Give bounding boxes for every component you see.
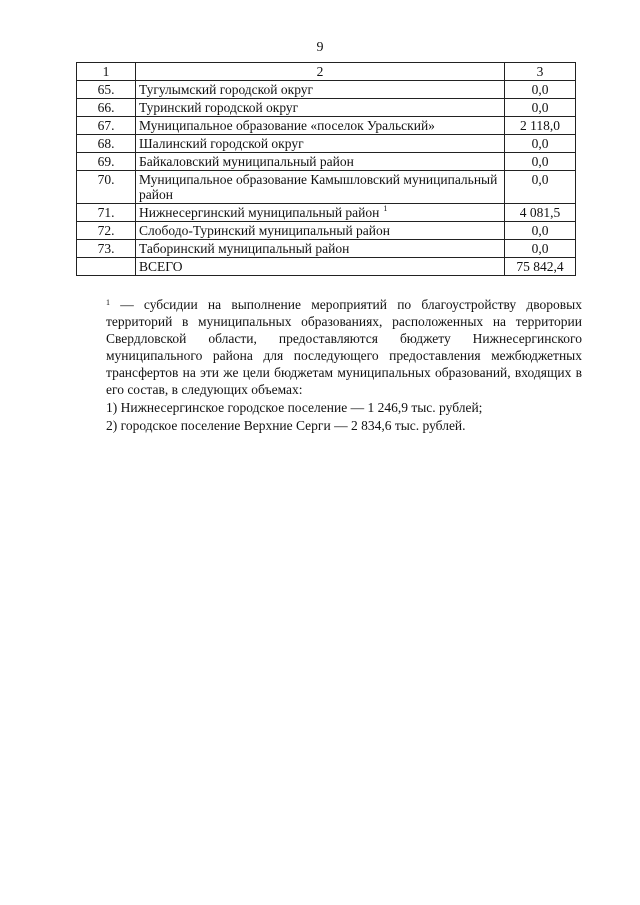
row-number xyxy=(77,258,136,276)
municipality-name xyxy=(136,117,505,135)
table-header-row xyxy=(77,63,576,81)
amount-value: 0,0 xyxy=(505,171,576,204)
row-number: 70. xyxy=(77,171,136,204)
municipality-name-text: Шалинский городской округ xyxy=(139,136,304,151)
municipality-name xyxy=(136,99,505,117)
municipality-name xyxy=(136,81,505,99)
municipality-name xyxy=(136,258,505,276)
table-row xyxy=(77,135,576,153)
municipality-name xyxy=(136,171,505,204)
amount-value: 0,0 xyxy=(505,240,576,258)
amount-value: 2 118,0 xyxy=(505,117,576,135)
municipality-name-text: Нижнесергинский муниципальный район xyxy=(139,205,380,220)
footnote-reference: 1 xyxy=(383,204,388,213)
table-row xyxy=(77,240,576,258)
municipality-name xyxy=(136,135,505,153)
footnote-mark: 1 xyxy=(106,298,110,307)
municipality-name-text: Тугулымский городской округ xyxy=(139,82,314,97)
municipality-name xyxy=(136,204,505,222)
row-number: 72. xyxy=(77,222,136,240)
footnote xyxy=(76,296,582,435)
footnote-text: — субсидии на выполнение мероприятий по благоустройству дворовых территорий в муниципальных образованиях, расположенных на территории Свердловской области, предоставляются бюджету Нижнесергинского муниципального района для последующего предоставления межбюджетных трансфертов на эти же цели бюджетам муниципальных образований, входящих в его состав, в следующих объемах: xyxy=(106,297,582,397)
page-number: 9 xyxy=(316,40,324,55)
amount-value: 0,0 xyxy=(505,153,576,171)
amount-value: 75 842,4 xyxy=(505,258,576,276)
table-row xyxy=(77,222,576,240)
row-number: 67. xyxy=(77,117,136,135)
municipality-name-text: Муниципальное образование Камышловский муниципальный район xyxy=(139,172,498,202)
table-row xyxy=(77,171,576,204)
subsidy-table xyxy=(76,62,576,276)
header-cell-2: 2 xyxy=(136,63,505,81)
row-number: 65. xyxy=(77,81,136,99)
municipality-name xyxy=(136,153,505,171)
table-total-row xyxy=(77,258,576,276)
table-row xyxy=(77,204,576,222)
table-row xyxy=(77,81,576,99)
municipality-name-text: Таборинский муниципальный район xyxy=(139,241,350,256)
municipality-name-text: Слободо-Туринский муниципальный район xyxy=(139,223,390,238)
footnote-item: 1) Нижнесергинское городское поселение — 1 246,9 тыс. рублей; xyxy=(106,400,483,415)
municipality-name-text: Муниципальное образование «поселок Уральский» xyxy=(139,118,435,133)
table-row xyxy=(77,99,576,117)
header-cell-3: 3 xyxy=(505,63,576,81)
row-number: 73. xyxy=(77,240,136,258)
municipality-name-text: Туринский городской округ xyxy=(139,100,299,115)
amount-value: 4 081,5 xyxy=(505,204,576,222)
amount-value: 0,0 xyxy=(505,81,576,99)
table-row xyxy=(77,117,576,135)
row-number: 66. xyxy=(77,99,136,117)
row-number: 68. xyxy=(77,135,136,153)
municipality-name xyxy=(136,240,505,258)
amount-value: 0,0 xyxy=(505,135,576,153)
footnote-paragraph xyxy=(76,296,582,398)
footnote-item: 2) городское поселение Верхние Серги — 2 834,6 тыс. рублей. xyxy=(106,418,466,433)
table-row xyxy=(77,153,576,171)
amount-value: 0,0 xyxy=(505,99,576,117)
amount-value: 0,0 xyxy=(505,222,576,240)
row-number: 69. xyxy=(77,153,136,171)
municipality-name-text: Байкаловский муниципальный район xyxy=(139,154,354,169)
municipality-name xyxy=(136,222,505,240)
municipality-name-text: ВСЕГО xyxy=(139,259,183,274)
header-cell-1: 1 xyxy=(77,63,136,81)
footnote-list xyxy=(76,399,582,435)
row-number: 71. xyxy=(77,204,136,222)
